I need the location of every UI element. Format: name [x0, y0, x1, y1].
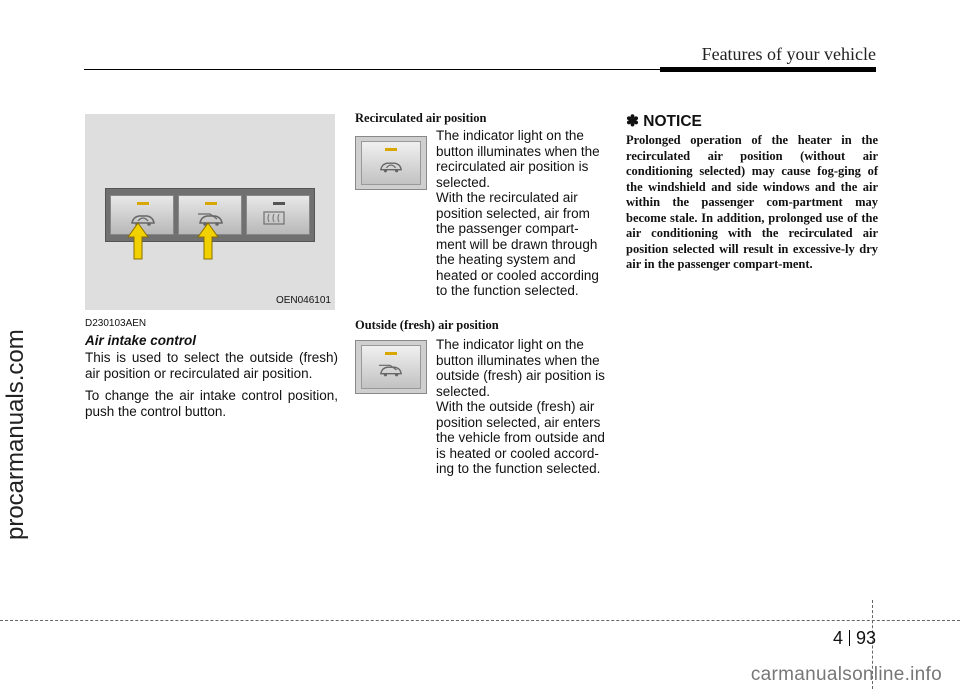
outside-air-button-figure [355, 340, 427, 394]
page-number [833, 628, 876, 649]
recirculated-heading: Recirculated air position [355, 111, 487, 125]
indicator-light [385, 148, 397, 151]
notice-body: Prolonged operation of the heater in the recirculated air position (without air conditioning selected) may cause fog-ging of the windshield and side windows and the air within the passenger com-partment may become stale. In addition, prolonged use of the air conditioning with the recirculated air position selected will result in excessive-ly dry air in the passenger compart-ment. [626, 133, 878, 271]
recirculated-indicator-text: The indicator light on the button illuminates when the recirculated air position is selected. [436, 128, 600, 190]
chapter-number: 4 [832, 628, 843, 648]
recirculation-icon [378, 158, 404, 174]
header-rule-accent [660, 67, 876, 72]
page-number-value: 93 [855, 628, 876, 648]
indicator-light [385, 352, 397, 355]
recirculated-button-figure [355, 136, 427, 190]
footer-rule [0, 620, 960, 621]
section-heading: Air intake control [85, 333, 197, 348]
recirculated-description: With the recirculated air position selected, air from the passenger compart-ment will be drawn through the heating system and heated or cooled according to the function selected. [436, 190, 599, 298]
outside-air-heading: Outside (fresh) air position [355, 318, 499, 332]
figure-code: OEN046101 [275, 295, 331, 306]
outside-air-description: With the outside (fresh) air position selected, air enters the vehicle from outside and is heated or cooled accord-ing to the function selected. [436, 399, 605, 476]
instruction-paragraph: To change the air intake control position, push the control button. [85, 388, 338, 419]
arrow-up-icon [197, 222, 219, 260]
outside-air-icon [378, 362, 404, 378]
indicator-light [137, 202, 149, 205]
header-title: Features of your vehicle [701, 44, 876, 64]
indicator-light [205, 202, 217, 205]
watermark-left: procarmanuals.com [2, 329, 29, 540]
arrow-up-icon [127, 222, 149, 260]
rear-defrost-button [246, 195, 310, 235]
outside-air-indicator-text: The indicator light on the button illuminates when the outside (fresh) air position is selected. [436, 337, 605, 399]
rear-defrost-icon [263, 210, 285, 226]
watermark-bottom: carmanualsonline.info [750, 664, 942, 685]
outside-air-button [361, 345, 421, 389]
notice-title: ✽ NOTICE [626, 113, 702, 130]
intro-paragraph: This is used to select the outside (fresh) air position or recirculated air position. [85, 350, 338, 381]
control-panel-figure [85, 114, 335, 310]
indicator-light [273, 202, 285, 205]
page-number-separator [849, 630, 850, 646]
section-code: D230103AEN [85, 318, 147, 329]
recirculated-air-button [361, 141, 421, 185]
